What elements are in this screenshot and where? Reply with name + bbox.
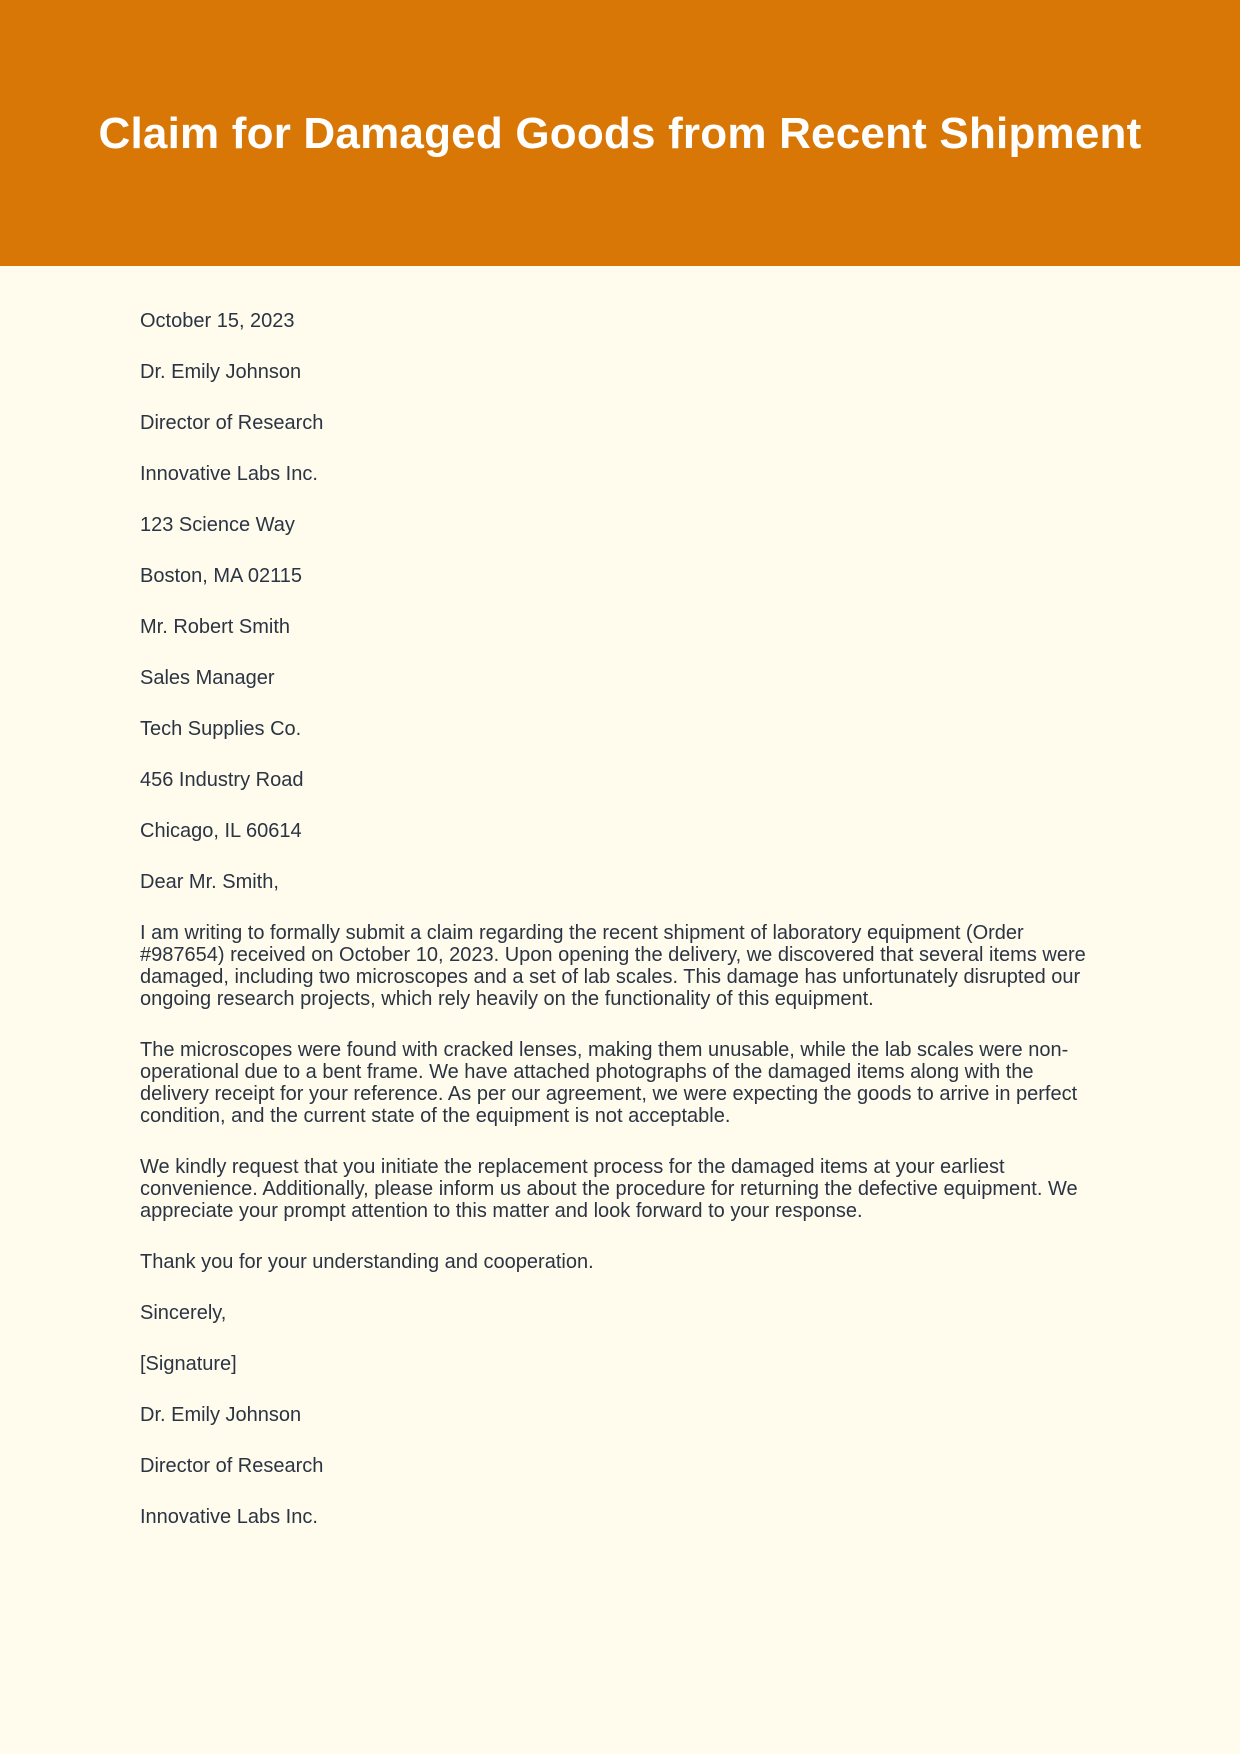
- recipient-company: Tech Supplies Co.: [140, 718, 302, 740]
- sender-street: 123 Science Way: [140, 514, 295, 536]
- recipient-name: Mr. Robert Smith: [140, 616, 291, 638]
- thanks-line: Thank you for your understanding and cooperation.: [140, 1251, 594, 1273]
- signoff-company: Innovative Labs Inc.: [140, 1506, 318, 1528]
- recipient-street: 456 Industry Road: [140, 769, 304, 791]
- sender-name: Dr. Emily Johnson: [140, 361, 302, 383]
- closing: Sincerely,: [140, 1302, 227, 1324]
- signoff-position: Director of Research: [140, 1455, 324, 1477]
- salutation: Dear Mr. Smith,: [140, 871, 279, 893]
- signature-placeholder: [Signature]: [140, 1353, 237, 1375]
- letter-header: [0, 0, 1240, 266]
- letter-date: October 15, 2023: [140, 310, 295, 332]
- sender-position: Director of Research: [140, 412, 324, 434]
- body-paragraph: We kindly request that you initiate the replacement process for the damaged items at your earliest convenience. Additionally, please inform us about the procedure for returning the defective equipment. We appreciate your prompt attention to this matter and look forward to your response.: [140, 1156, 1078, 1222]
- letter-body: [140, 310, 1100, 1557]
- recipient-city: Chicago, IL 60614: [140, 820, 302, 842]
- body-paragraph: I am writing to formally submit a claim regarding the recent shipment of laboratory equipment (Order #987654) received on October 10, 2023. Upon opening the delivery, we discovered that several items were damaged, including two microscopes and a set of lab scales. This damage has unfortunately disrupted our ongoing research projects, which rely heavily on the functionality of this equipment.: [140, 922, 1086, 1010]
- sender-company: Innovative Labs Inc.: [140, 463, 318, 485]
- signoff-name: Dr. Emily Johnson: [140, 1404, 302, 1426]
- letter-title: Claim for Damaged Goods from Recent Shipment: [98, 109, 1142, 158]
- sender-city: Boston, MA 02115: [140, 565, 302, 587]
- body-paragraph: The microscopes were found with cracked lenses, making them unusable, while the lab scales were non-operational due to a bent frame. We have attached photographs of the damaged items along with the delivery receipt for your reference. As per our agreement, we were expecting the goods to arrive in perfect condition, and the current state of the equipment is not acceptable.: [140, 1039, 1078, 1127]
- recipient-position: Sales Manager: [140, 667, 275, 689]
